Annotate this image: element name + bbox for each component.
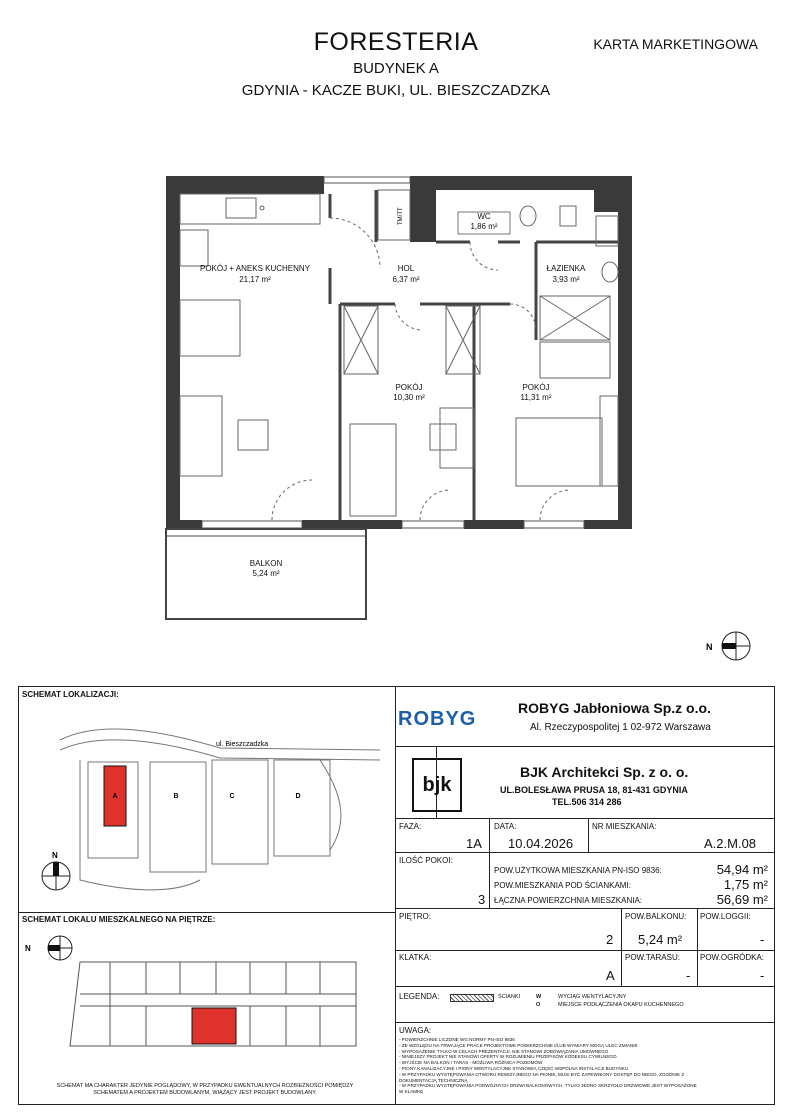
uwaga-line: - WYJŚCIE NA BALKON / TARAS - MOŻLIWA RÓŻNICA POZIOMÓW <box>399 1060 543 1066</box>
room-area: 6,37 m² <box>392 275 420 284</box>
compass-letter: N <box>25 944 31 953</box>
balkon-value: 5,24 m² <box>638 932 683 947</box>
building-label: C <box>229 793 235 800</box>
room-area: 11,31 m² <box>520 393 552 402</box>
uwaga-line: - W PRZYPADKU WYSTĘPOWANIA PODWÓJNYCH DRZWI BALKONOWYCH, TYLKO JEDNO SKRZYDŁO DRZWIOWE JEST WYPOSAŻONE W KLAMKĘ <box>399 1083 697 1095</box>
compass-letter: N <box>706 642 713 652</box>
project-title: FORESTERIA <box>313 28 479 56</box>
area-row-label: ŁĄCZNA POWIERZCHNIA MIESZKANIA: <box>494 896 643 905</box>
wall-hatch-icon <box>450 994 494 1002</box>
area-row-label: POW.MIESZKANIA POD ŚCIANKAMI: <box>494 881 631 890</box>
faza-label: FAZA: <box>399 822 422 831</box>
area-row-value: 56,69 m² <box>716 892 768 907</box>
room-label: POKÓJ <box>522 383 550 392</box>
area-row-value: 54,94 m² <box>716 862 768 877</box>
room-area: 1,86 m² <box>470 222 498 231</box>
building-subtitle: BUDYNEK A <box>353 60 439 77</box>
nr-value: A.2.M.08 <box>704 836 757 851</box>
room-area: 21,17 m² <box>239 275 271 284</box>
room-label: POKÓJ + ANEKS KUCHENNY <box>199 264 311 273</box>
area-row-value: 1,75 m² <box>723 877 768 892</box>
uwaga-line: - ZE WZGLĘDU NA TRWAJĄCE PRACE PROJEKTOWE POWIERZCHNIE I/LUB WYMIARY MOGĄ ULEC ZMIANIE <box>399 1042 638 1048</box>
hood-icon: O <box>536 1002 541 1008</box>
legend-label: LEGENDA: <box>399 992 440 1001</box>
address-subtitle: GDYNIA - KACZE BUKI, UL. BIESZCZADZKA <box>241 82 551 99</box>
uwaga-line: - PIONY KANALIZACYJNE I PIONY WENTYLACYJNE STANOWIĄ CZĘŚĆ WSPÓLNA INSTALACJI BUDYNKU <box>399 1065 629 1071</box>
pietro-label: PIĘTRO: <box>399 912 432 921</box>
architect-name: BJK Architekci Sp. z o. o. <box>520 764 689 780</box>
faza-value: 1A <box>466 836 482 851</box>
uwaga-line: - NINIEJSZY PROJEKT NIE STANOWI OFERTY W ROZUMIENIU PRZEPISÓW KODEKSU CYWILNEGO <box>399 1054 617 1060</box>
balkon-label: POW.BALKONU: <box>625 912 687 921</box>
compass-letter: N <box>52 851 58 860</box>
tm-label: TM/TT <box>398 207 404 225</box>
floor-scheme-note: SCHEMAT MA CHARAKTER JEDYNIE POGLĄDOWY, W PRZYPADKU EWENTUALNYCH ROZBIEŻNOŚCI POMIĘDZY SCHEMATEM A PROJEKTEM BUDOWLANYM, WIĄŻĄCY JEST PROJEKT BUDOWLANY. <box>56 1083 354 1096</box>
building-label: B <box>173 793 179 800</box>
compass-icon <box>42 851 70 890</box>
architect-address: UL.BOLESŁAWA PRUSA 18, 81-431 GDYNIA <box>500 785 688 795</box>
room-label: WC <box>477 212 491 221</box>
room-area: 5,24 m² <box>252 569 280 578</box>
street-label: ul. Bieszczadzka <box>216 741 269 748</box>
klatka-label: KLATKA: <box>399 953 432 962</box>
ogrodek-label: POW.OGRÓDKA: <box>700 953 765 962</box>
room-area: 3,93 m² <box>552 275 580 284</box>
room-label: BALKON <box>249 559 283 568</box>
uwaga-line: - POWIERZCHNIE LICZONE WG NORMY PN-ISO 9836 <box>399 1037 515 1042</box>
legend-item: WYCIĄG WENTYLACYJNY <box>558 994 627 1000</box>
location-heading: SCHEMAT LOKALIZACJI: <box>22 690 119 699</box>
legend-item: MIEJSCE PODŁĄCZENIA OKAPU KUCHENNEGO <box>558 1002 684 1008</box>
loggia-value: - <box>760 932 765 947</box>
data-label: DATA: <box>494 822 517 831</box>
room-label: HOL <box>397 264 415 273</box>
legend-item: ŚCIANKI <box>498 994 521 1000</box>
compass-icon <box>25 936 72 960</box>
uwaga-notes <box>399 1037 699 1095</box>
floor-scheme-map <box>20 924 394 1084</box>
pokoje-value: 3 <box>478 892 486 907</box>
nr-label: NR MIESZKANIA: <box>592 822 657 831</box>
floor-scheme-heading: SCHEMAT LOKALU MIESZKALNEGO NA PIĘTRZE: <box>22 915 216 924</box>
location-map <box>20 700 394 910</box>
data-value: 10.04.2026 <box>508 836 574 851</box>
ogrodek-value: - <box>760 968 765 983</box>
developer-address: Al. Rzeczypospolitej 1 02-972 Warszawa <box>530 722 711 733</box>
card-type-label: KARTA MARKETINGOWA <box>593 36 758 52</box>
room-area: 10,30 m² <box>393 393 425 402</box>
pokoje-label: ILOŚĆ POKOI: <box>399 856 453 865</box>
loggia-label: POW.LOGGII: <box>700 912 751 921</box>
klatka-value: A <box>606 968 615 983</box>
pietro-value: 2 <box>606 932 614 947</box>
compass-icon <box>706 632 750 660</box>
bjk-logo: bjk <box>412 758 462 812</box>
room-label: ŁAZIENKA <box>546 264 586 273</box>
uwaga-line: - WYPOSAŻENIE TYLKO W CELACH PREZENTACJI, NIE STANOWI ZOBOWIĄZANIA UMOWNEGO <box>399 1048 609 1054</box>
uwaga-line: - W PRZYPADKU WYSTĘPOWANIA OTWORU REWIZYJNEGO NA PIONIE, MUSI BYĆ ZAPEWNIONY DOSTĘP DO NIEGO, ZGODNIE Z DOKUMENTACJĄ TECHNICZNĄ <box>399 1071 685 1083</box>
architect-phone: TEL.506 314 286 <box>552 797 622 807</box>
taras-label: POW.TARASU: <box>625 953 680 962</box>
room-label: POKÓJ <box>395 383 423 392</box>
developer-name: ROBYG Jabłoniowa Sp.z o.o. <box>518 700 711 716</box>
vent-icon: W <box>536 994 542 1000</box>
taras-value: - <box>686 968 691 983</box>
robyg-logo: ROBYG <box>398 708 477 730</box>
building-label: A <box>112 793 118 800</box>
uwaga-label: UWAGA: <box>399 1026 432 1035</box>
area-row-label: POW.UŻYTKOWA MIESZKANIA PN-ISO 9836: <box>494 866 662 875</box>
building-label: D <box>295 793 301 800</box>
